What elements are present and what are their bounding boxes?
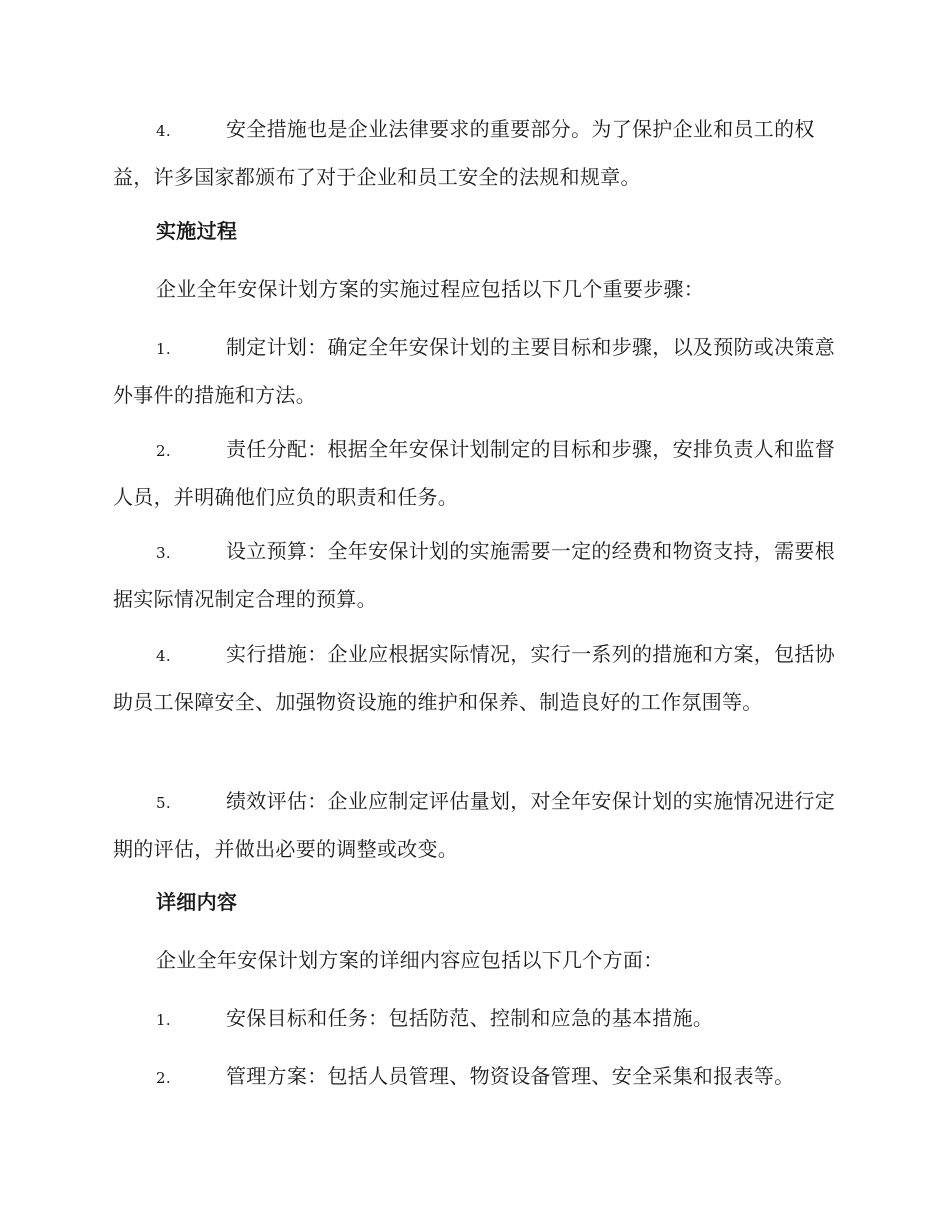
list-item-step-1 [113, 324, 835, 418]
list-item-text: 制定计划：确定全年安保计划的主要目标和步骤，以及预防或决策意外事件的措施和方法。 [113, 335, 835, 407]
list-item-text: 责任分配：根据全年安保计划制定的目标和步骤，安排负责人和监督人员，并明确他们应负的职责和任务。 [113, 437, 835, 509]
list-item-text: 安保目标和任务：包括防范、控制和应急的基本措施。 [226, 1006, 714, 1030]
list-item-step-5 [113, 778, 835, 872]
section-heading-details: 详细内容 [156, 890, 238, 914]
implementation-intro-paragraph: 企业全年安保计划方案的实施过程应包括以下几个重要步骤： [156, 277, 705, 301]
list-item-text: 实行措施：企业应根据实际情况，实行一系列的措施和方案，包括协助员工保障安全、加强物资设施的维护和保养、制造良好的工作氛围等。 [113, 642, 835, 714]
list-number: 4. [156, 122, 171, 140]
list-item-step-2 [113, 426, 835, 520]
section-heading-implementation: 实施过程 [156, 219, 238, 243]
list-item-text: 安全措施也是企业法律要求的重要部分。为了保护企业和员工的权益，许多国家都颁布了对于企业和员工安全的法规和规章。 [113, 117, 815, 189]
list-number: 3. [156, 544, 171, 562]
list-number: 2. [156, 1069, 171, 1087]
list-item-legal-requirements [113, 106, 835, 200]
list-number: 1. [156, 1011, 171, 1029]
list-item-text: 管理方案：包括人员管理、物资设备管理、安全采集和报表等。 [226, 1064, 795, 1088]
list-number: 4. [156, 647, 171, 665]
list-item-detail-1 [113, 995, 835, 1043]
details-intro-paragraph: 企业全年安保计划方案的详细内容应包括以下几个方面： [156, 948, 664, 972]
list-number: 1. [156, 340, 171, 358]
list-item-text: 绩效评估：企业应制定评估量划，对全年安保计划的实施情况进行定期的评估，并做出必要的调整或改变。 [113, 789, 835, 861]
list-number: 2. [156, 442, 171, 460]
list-item-text: 设立预算：全年安保计划的实施需要一定的经费和物资支持，需要根据实际情况制定合理的预算。 [113, 539, 835, 611]
list-item-step-3 [113, 528, 835, 622]
list-number: 5. [156, 794, 171, 812]
list-item-step-4 [113, 631, 835, 725]
list-item-detail-2 [113, 1053, 835, 1101]
